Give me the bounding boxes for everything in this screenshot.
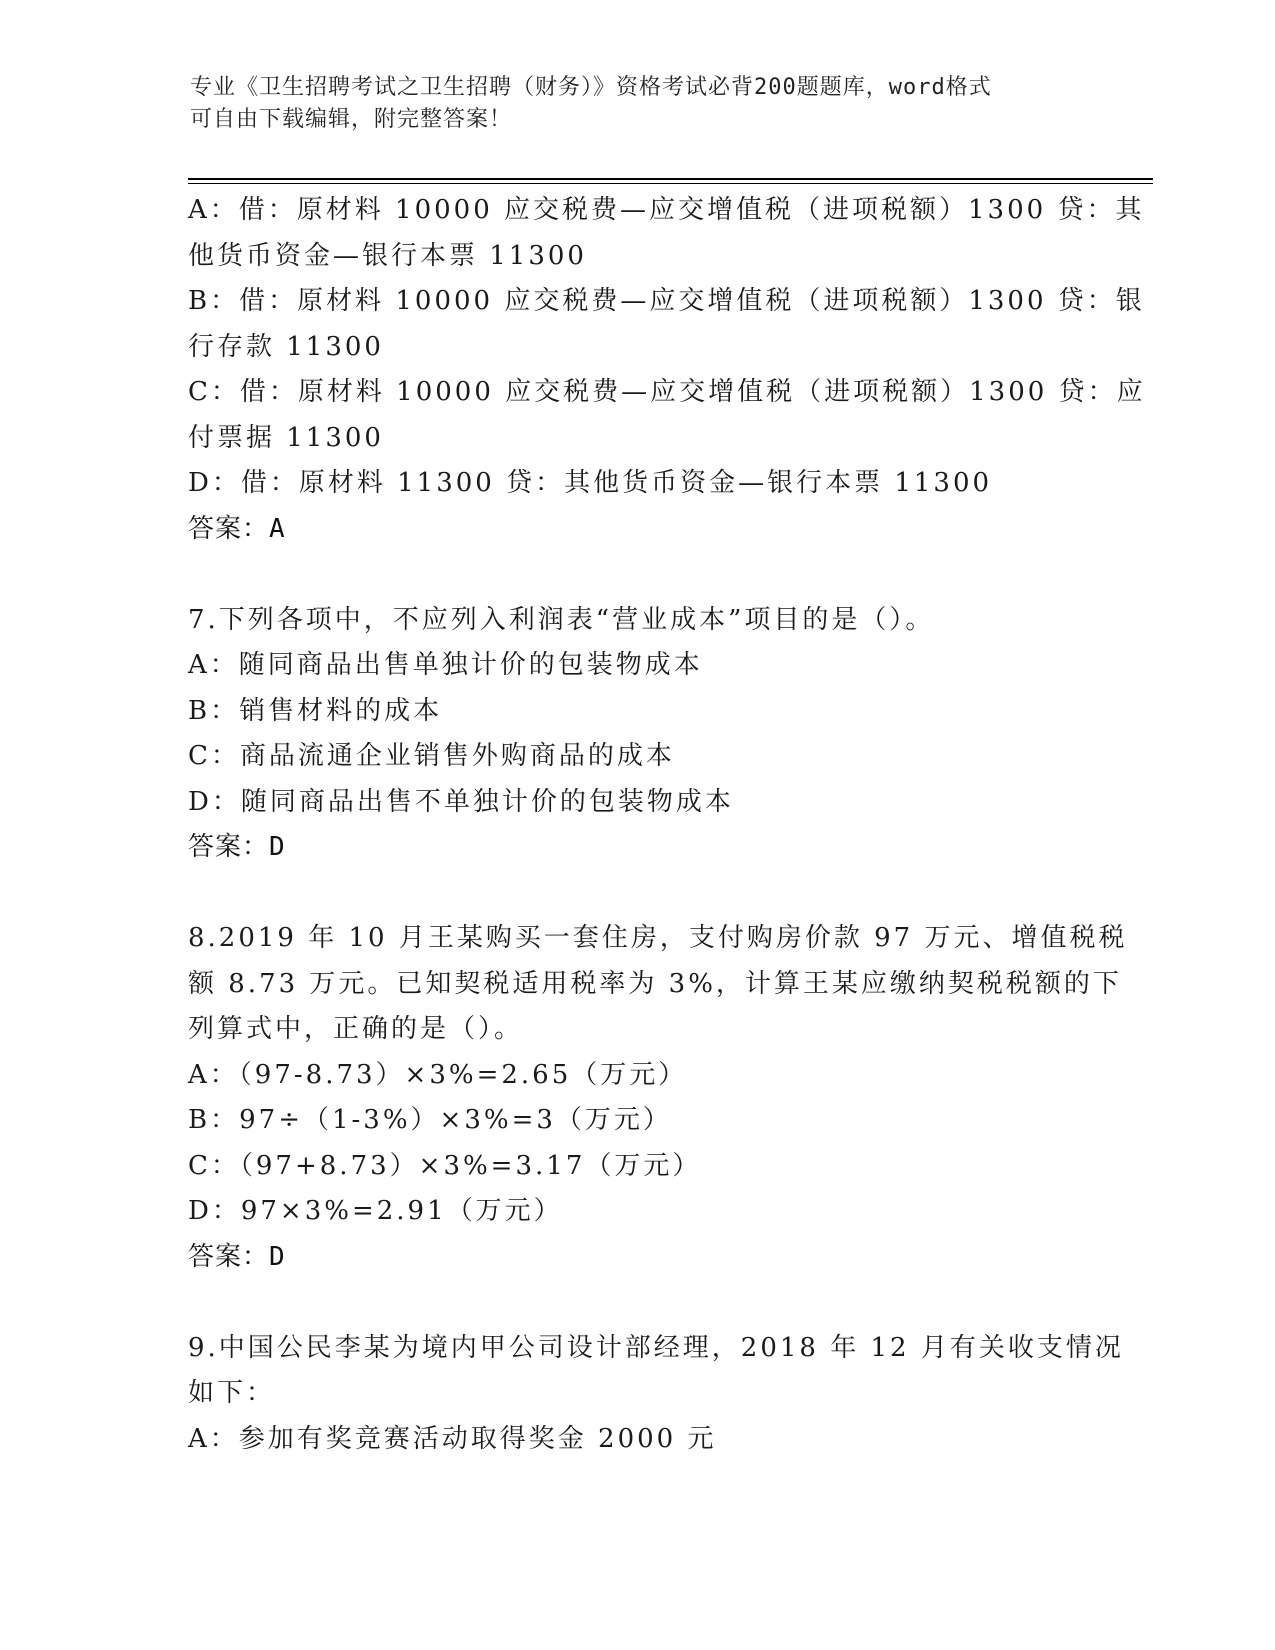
spacer bbox=[188, 1280, 1088, 1326]
q6-answer: 答案：A bbox=[188, 513, 286, 544]
document-header bbox=[190, 72, 1090, 136]
question-6-block bbox=[188, 188, 1146, 552]
q8-option-d: D：97×3%=2.91（万元） bbox=[188, 1196, 563, 1226]
q6-option-b-line-2: 行存款 11300 bbox=[188, 331, 384, 362]
q9-question-line-1: 9.中国公民李某为境内甲公司设计部经理，2018 年 12 月有关收支情况 bbox=[188, 1332, 1124, 1363]
q7-option-c: C：商品流通企业销售外购商品的成本 bbox=[188, 741, 675, 771]
question-7-block bbox=[188, 598, 1088, 871]
q8-option-c: C：（97+8.73）×3%=3.17（万元） bbox=[188, 1150, 702, 1181]
q8-question-line-2: 额 8.73 万元。已知契税适用税率为 3%，计算王某应缴纳契税税额的下 bbox=[188, 968, 1122, 999]
q6-option-c-line-1: C：借：原材料 10000 应交税费—应交增值税（进项税额）1300 贷：应 bbox=[188, 377, 1146, 407]
spacer bbox=[188, 552, 1088, 598]
header-title-line-1: 专业《卫生招聘考试之卫生招聘（财务）》资格考试必背200题题库，word格式 bbox=[190, 75, 992, 100]
q6-option-a-line-1: A：借：原材料 10000 应交税费—应交增值税（进项税额）1300 贷：其 bbox=[188, 195, 1145, 225]
q6-option-a-line-2: 他货币资金—银行本票 11300 bbox=[188, 240, 587, 271]
q7-option-a: A：随同商品出售单独计价的包装物成本 bbox=[188, 650, 703, 680]
q8-answer: 答案：D bbox=[188, 1241, 286, 1272]
q6-option-b-line-1: B：借：原材料 10000 应交税费—应交增值税（进项税额）1300 贷：银 bbox=[188, 286, 1145, 316]
question-8-block bbox=[188, 916, 1128, 1280]
q6-option-c-line-2: 付票据 11300 bbox=[188, 422, 384, 453]
header-title-line-2: 可自由下载编辑，附完整答案！ bbox=[190, 107, 513, 132]
q7-answer: 答案：D bbox=[188, 832, 286, 862]
spacer bbox=[188, 871, 1088, 917]
q8-option-b: B：97÷（1-3%）×3%=3（万元） bbox=[188, 1105, 672, 1135]
q7-option-b: B：销售材料的成本 bbox=[188, 695, 443, 726]
q7-option-d: D：随同商品出售不单独计价的包装物成本 bbox=[188, 786, 734, 817]
header-divider-thick bbox=[188, 178, 1153, 180]
q9-question-line-2: 如下： bbox=[188, 1378, 276, 1408]
q7-question: 7.下列各项中，不应列入利润表“营业成本”项目的是（）。 bbox=[188, 604, 935, 635]
question-content bbox=[188, 188, 1146, 1462]
q8-option-a: A：（97-8.73）×3%=2.65（万元） bbox=[188, 1059, 688, 1090]
header-divider-thin bbox=[188, 183, 1153, 184]
q9-option-a: A：参加有奖竞赛活动取得奖金 2000 元 bbox=[188, 1423, 717, 1454]
q8-question-line-1: 8.2019 年 10 月王某购买一套住房，支付购房价款 97 万元、增值税税 bbox=[188, 923, 1128, 953]
q8-question-line-3: 列算式中，正确的是（）。 bbox=[188, 1014, 524, 1044]
question-9-block bbox=[188, 1326, 1124, 1463]
q6-option-d: D：借：原材料 11300 贷：其他货币资金—银行本票 11300 bbox=[188, 468, 993, 498]
